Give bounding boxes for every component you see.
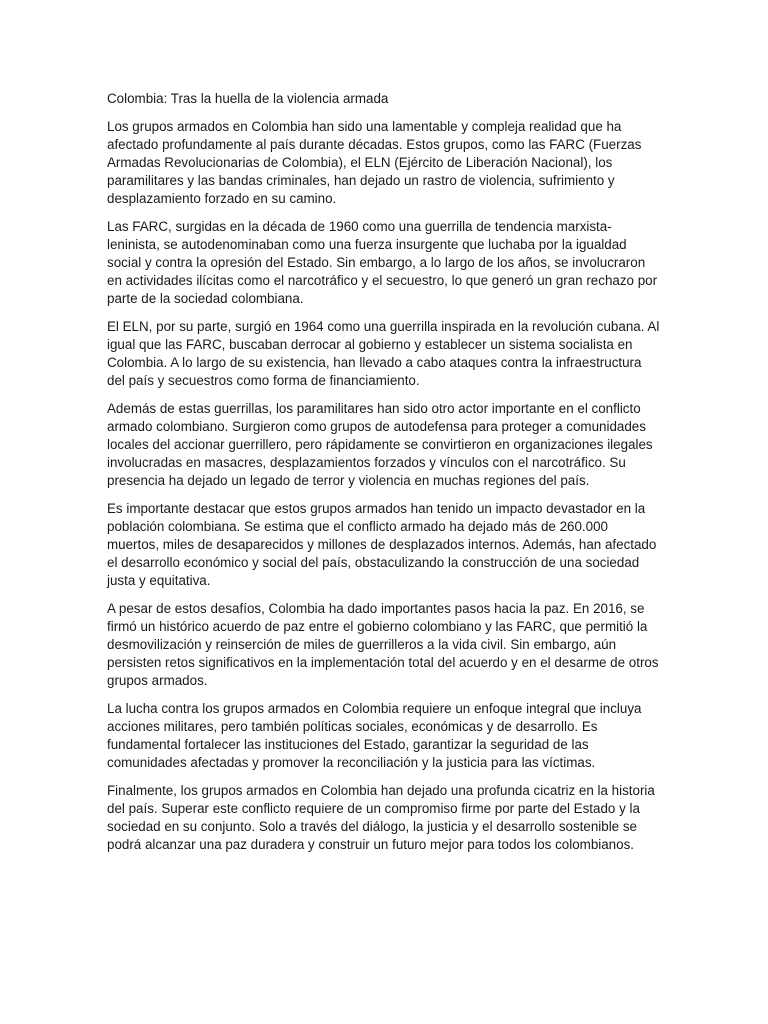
- paragraph-paramilitares: Además de estas guerrillas, los paramilitares han sido otro actor importante en el conflicto armado colombiano. Surgieron como grupos de autodefensa para proteger a comunidades locales del accionar guerrillero, pero rápidamente se convirtieron en organizaciones ilegales involucradas en masacres, desplazamientos forzados y vínculos con el narcotráfico. Su presencia ha dejado un legado de terror y violencia en muchas regiones del país.: [107, 401, 653, 488]
- paragraph-conclusion: Finalmente, los grupos armados en Colombia han dejado una profunda cicatriz en la historia del país. Superar este conflicto requiere de un compromiso firme por parte del Estado y la sociedad en su conjunto. Solo a través del diálogo, la justicia y el desarrollo sostenible se podrá alcanzar una paz duradera y construir un futuro mejor para todos los colombianos.: [107, 783, 655, 852]
- paragraph-farc: Las FARC, surgidas en la década de 1960 como una guerrilla de tendencia marxista-leninista, se autodenominaban como una fuerza insurgente que luchaba por la igualdad social y contra la opresión del Estado. Sin embargo, a lo largo de los años, se involucraron en actividades ilícitas como el narcotráfico y el secuestro, lo que generó un gran rechazo por parte de la sociedad colombiana.: [107, 219, 658, 306]
- paragraph-eln: El ELN, por su parte, surgió en 1964 como una guerrilla inspirada en la revolución cubana. Al igual que las FARC, buscaban derrocar al gobierno y establecer un sistema socialista en Colombia. A lo largo de su existencia, han llevado a cabo ataques contra la infraestructura del país y secuestros como forma de financiamiento.: [107, 319, 660, 388]
- document-title: Colombia: Tras la huella de la violencia armada: [107, 91, 389, 106]
- paragraph-enfoque-integral: La lucha contra los grupos armados en Colombia requiere un enfoque integral que incluya acciones militares, pero también políticas sociales, económicas y de desarrollo. Es fundamental fortalecer las instituciones del Estado, garantizar la seguridad de las comunidades afectadas y promover la reconciliación y la justicia para las víctimas.: [107, 701, 642, 770]
- document-page: [107, 90, 663, 864]
- paragraph-acuerdo-paz: A pesar de estos desafíos, Colombia ha dado importantes pasos hacia la paz. En 2016, se firmó un histórico acuerdo de paz entre el gobierno colombiano y las FARC, que permitió la desmovilización y reinserción de miles de guerrilleros a la vida civil. Sin embargo, aún persisten retos significativos en la implementación total del acuerdo y en el desarme de otros grupos armados.: [107, 601, 659, 688]
- paragraph-grupos-armados: Los grupos armados en Colombia han sido una lamentable y compleja realidad que ha afectado profundamente al país durante décadas. Estos grupos, como las FARC (Fuerzas Armadas Revolucionarias de Colombia), el ELN (Ejército de Liberación Nacional), los paramilitares y las bandas criminales, han dejado un rastro de violencia, sufrimiento y desplazamiento forzado en su camino.: [107, 119, 642, 206]
- paragraph-impacto: Es importante destacar que estos grupos armados han tenido un impacto devastador en la población colombiana. Se estima que el conflicto armado ha dejado más de 260.000 muertos, miles de desaparecidos y millones de desplazados internos. Además, han afectado el desarrollo económico y social del país, obstaculizando la construcción de una sociedad justa y equitativa.: [107, 501, 657, 588]
